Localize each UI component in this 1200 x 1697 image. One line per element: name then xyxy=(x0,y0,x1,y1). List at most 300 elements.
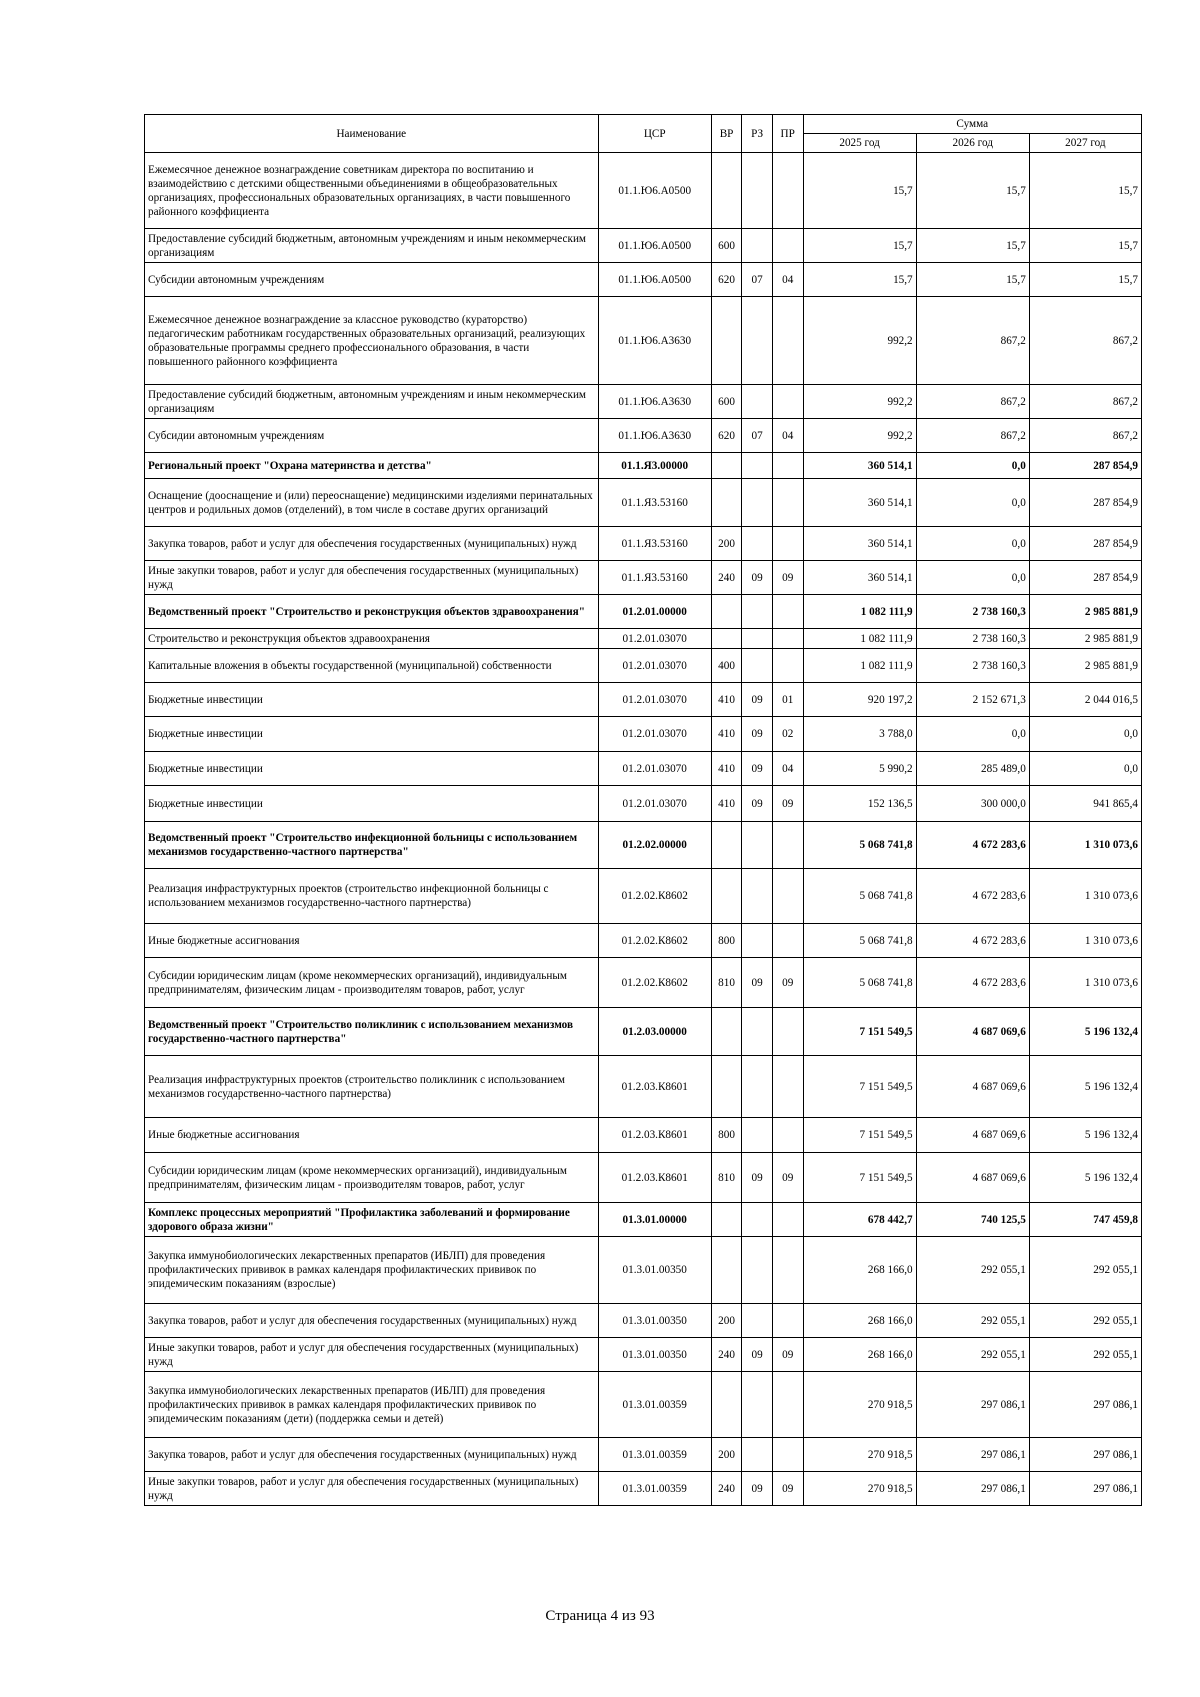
cell-pr: 09 xyxy=(772,1472,803,1506)
cell-rz xyxy=(742,869,773,924)
cell-vr xyxy=(711,595,742,629)
cell-csr: 01.2.01.03070 xyxy=(598,752,711,786)
table-row xyxy=(145,786,1142,822)
cell-2027: 287 854,9 xyxy=(1029,479,1141,527)
cell-vr: 600 xyxy=(711,229,742,263)
cell-csr: 01.2.03.К8601 xyxy=(598,1056,711,1118)
header-csr: ЦСР xyxy=(598,115,711,153)
header-year-2025: 2025 год xyxy=(803,134,916,153)
cell-name: Предоставление субсидий бюджетным, автономным учреждениям и иным некоммерческим организациям xyxy=(145,229,599,263)
cell-rz xyxy=(742,649,773,683)
table-row xyxy=(145,453,1142,479)
cell-name: Иные закупки товаров, работ и услуг для обеспечения государственных (муниципальных) нужд xyxy=(145,1338,599,1372)
cell-2025: 1 082 111,9 xyxy=(803,629,916,649)
table-row xyxy=(145,419,1142,453)
cell-2027: 747 459,8 xyxy=(1029,1203,1141,1237)
cell-rz: 09 xyxy=(742,561,773,595)
cell-rz: 09 xyxy=(742,958,773,1008)
cell-2027: 1 310 073,6 xyxy=(1029,869,1141,924)
table-body xyxy=(145,153,1142,1506)
cell-2027: 15,7 xyxy=(1029,263,1141,297)
cell-name: Закупка товаров, работ и услуг для обеспечения государственных (муниципальных) нужд xyxy=(145,1438,599,1472)
cell-2026: 4 687 069,6 xyxy=(916,1118,1029,1153)
cell-vr: 410 xyxy=(711,752,742,786)
cell-pr: 09 xyxy=(772,1153,803,1203)
cell-2026: 4 672 283,6 xyxy=(916,822,1029,869)
cell-vr: 620 xyxy=(711,263,742,297)
cell-2026: 0,0 xyxy=(916,561,1029,595)
cell-rz xyxy=(742,1056,773,1118)
cell-name: Строительство и реконструкция объектов здравоохранения xyxy=(145,629,599,649)
cell-rz: 09 xyxy=(742,717,773,752)
cell-2025: 360 514,1 xyxy=(803,561,916,595)
cell-rz xyxy=(742,924,773,958)
cell-name: Предоставление субсидий бюджетным, автономным учреждениям и иным некоммерческим организациям xyxy=(145,385,599,419)
cell-vr xyxy=(711,1372,742,1438)
cell-2027: 297 086,1 xyxy=(1029,1472,1141,1506)
table-row xyxy=(145,1056,1142,1118)
cell-csr: 01.3.01.00000 xyxy=(598,1203,711,1237)
cell-2027: 0,0 xyxy=(1029,752,1141,786)
cell-rz xyxy=(742,153,773,229)
cell-pr xyxy=(772,1237,803,1304)
cell-rz xyxy=(742,527,773,561)
cell-rz: 09 xyxy=(742,786,773,822)
cell-csr: 01.1.Ю6.А3630 xyxy=(598,419,711,453)
cell-2025: 920 197,2 xyxy=(803,683,916,717)
cell-pr xyxy=(772,229,803,263)
cell-csr: 01.2.01.03070 xyxy=(598,683,711,717)
cell-2026: 2 738 160,3 xyxy=(916,629,1029,649)
cell-2026: 867,2 xyxy=(916,419,1029,453)
cell-2026: 297 086,1 xyxy=(916,1472,1029,1506)
cell-name: Субсидии юридическим лицам (кроме некоммерческих организаций), индивидуальным предпринимателям, физическим лицам - производителям товаров, работ, услуг xyxy=(145,958,599,1008)
cell-vr xyxy=(711,297,742,385)
cell-2025: 7 151 549,5 xyxy=(803,1118,916,1153)
cell-2027: 287 854,9 xyxy=(1029,561,1141,595)
cell-2025: 992,2 xyxy=(803,385,916,419)
cell-csr: 01.2.02.К8602 xyxy=(598,958,711,1008)
cell-vr: 810 xyxy=(711,958,742,1008)
cell-vr xyxy=(711,629,742,649)
cell-2025: 5 068 741,8 xyxy=(803,958,916,1008)
cell-rz xyxy=(742,1372,773,1438)
cell-vr xyxy=(711,1056,742,1118)
cell-2026: 867,2 xyxy=(916,385,1029,419)
table-row xyxy=(145,1203,1142,1237)
cell-pr: 09 xyxy=(772,1338,803,1372)
cell-2027: 287 854,9 xyxy=(1029,453,1141,479)
cell-pr: 04 xyxy=(772,419,803,453)
cell-2026: 0,0 xyxy=(916,527,1029,561)
cell-vr xyxy=(711,822,742,869)
cell-rz xyxy=(742,479,773,527)
cell-vr: 240 xyxy=(711,1472,742,1506)
cell-csr: 01.2.02.00000 xyxy=(598,822,711,869)
cell-rz xyxy=(742,1203,773,1237)
table-row xyxy=(145,629,1142,649)
cell-csr: 01.3.01.00359 xyxy=(598,1438,711,1472)
cell-rz: 07 xyxy=(742,419,773,453)
cell-name: Закупка товаров, работ и услуг для обеспечения государственных (муниципальных) нужд xyxy=(145,1304,599,1338)
cell-rz xyxy=(742,1304,773,1338)
header-row-top xyxy=(145,115,1142,134)
cell-2026: 0,0 xyxy=(916,717,1029,752)
cell-2027: 941 865,4 xyxy=(1029,786,1141,822)
cell-2025: 1 082 111,9 xyxy=(803,649,916,683)
cell-pr xyxy=(772,1203,803,1237)
cell-2026: 4 687 069,6 xyxy=(916,1153,1029,1203)
cell-name: Региональный проект "Охрана материнства и детства" xyxy=(145,453,599,479)
cell-2027: 1 310 073,6 xyxy=(1029,958,1141,1008)
cell-name: Бюджетные инвестиции xyxy=(145,752,599,786)
cell-vr: 200 xyxy=(711,1304,742,1338)
cell-rz: 09 xyxy=(742,752,773,786)
table-row xyxy=(145,479,1142,527)
header-year-2026: 2026 год xyxy=(916,134,1029,153)
cell-name: Бюджетные инвестиции xyxy=(145,717,599,752)
cell-vr: 410 xyxy=(711,786,742,822)
cell-name: Капитальные вложения в объекты государственной (муниципальной) собственности xyxy=(145,649,599,683)
cell-2025: 268 166,0 xyxy=(803,1338,916,1372)
table-row xyxy=(145,1008,1142,1056)
cell-name: Иные закупки товаров, работ и услуг для обеспечения государственных (муниципальных) нужд xyxy=(145,1472,599,1506)
cell-vr xyxy=(711,869,742,924)
cell-2027: 15,7 xyxy=(1029,153,1141,229)
table-row xyxy=(145,1338,1142,1372)
cell-2025: 992,2 xyxy=(803,297,916,385)
cell-2025: 15,7 xyxy=(803,153,916,229)
cell-csr: 01.2.01.03070 xyxy=(598,717,711,752)
cell-2025: 270 918,5 xyxy=(803,1472,916,1506)
cell-pr: 09 xyxy=(772,561,803,595)
cell-name: Иные бюджетные ассигнования xyxy=(145,1118,599,1153)
cell-2027: 867,2 xyxy=(1029,385,1141,419)
cell-2027: 2 985 881,9 xyxy=(1029,629,1141,649)
cell-2025: 152 136,5 xyxy=(803,786,916,822)
cell-pr: 01 xyxy=(772,683,803,717)
cell-rz: 09 xyxy=(742,1472,773,1506)
cell-rz xyxy=(742,1237,773,1304)
cell-2027: 867,2 xyxy=(1029,419,1141,453)
cell-rz xyxy=(742,629,773,649)
cell-vr xyxy=(711,479,742,527)
cell-pr xyxy=(772,297,803,385)
cell-csr: 01.3.01.00359 xyxy=(598,1472,711,1506)
cell-vr: 800 xyxy=(711,1118,742,1153)
table-row xyxy=(145,1438,1142,1472)
cell-name: Реализация инфраструктурных проектов (строительство поликлиник с использованием механизмов государственно-частного партнерства) xyxy=(145,1056,599,1118)
cell-2026: 2 738 160,3 xyxy=(916,649,1029,683)
cell-2026: 2 738 160,3 xyxy=(916,595,1029,629)
cell-csr: 01.3.01.00350 xyxy=(598,1304,711,1338)
cell-2027: 867,2 xyxy=(1029,297,1141,385)
cell-name: Закупка товаров, работ и услуг для обеспечения государственных (муниципальных) нужд xyxy=(145,527,599,561)
cell-pr xyxy=(772,1438,803,1472)
cell-2026: 15,7 xyxy=(916,153,1029,229)
cell-name: Комплекс процессных мероприятий "Профилактика заболеваний и формирование здорового образа жизни" xyxy=(145,1203,599,1237)
table-row xyxy=(145,229,1142,263)
cell-2025: 3 788,0 xyxy=(803,717,916,752)
cell-2026: 0,0 xyxy=(916,479,1029,527)
cell-rz xyxy=(742,385,773,419)
cell-2027: 287 854,9 xyxy=(1029,527,1141,561)
cell-name: Иные бюджетные ассигнования xyxy=(145,924,599,958)
cell-rz: 09 xyxy=(742,1153,773,1203)
cell-2027: 5 196 132,4 xyxy=(1029,1118,1141,1153)
table-row xyxy=(145,869,1142,924)
cell-2027: 297 086,1 xyxy=(1029,1438,1141,1472)
table-row xyxy=(145,527,1142,561)
cell-pr xyxy=(772,1056,803,1118)
cell-name: Бюджетные инвестиции xyxy=(145,786,599,822)
cell-csr: 01.2.01.03070 xyxy=(598,629,711,649)
cell-2026: 4 672 283,6 xyxy=(916,958,1029,1008)
cell-2026: 4 672 283,6 xyxy=(916,869,1029,924)
cell-pr: 09 xyxy=(772,958,803,1008)
cell-csr: 01.1.Ю6.А0500 xyxy=(598,263,711,297)
table-row xyxy=(145,153,1142,229)
cell-name: Закупка иммунобиологических лекарственных препаратов (ИБЛП) для проведения профилактических прививок в рамках календаря профилактических прививок по эпидемическим показаниям (дети) (поддержка семьи и детей) xyxy=(145,1372,599,1438)
cell-2025: 5 990,2 xyxy=(803,752,916,786)
cell-vr: 240 xyxy=(711,561,742,595)
cell-vr xyxy=(711,1237,742,1304)
cell-2026: 4 672 283,6 xyxy=(916,924,1029,958)
cell-pr xyxy=(772,479,803,527)
cell-pr: 04 xyxy=(772,263,803,297)
table-row xyxy=(145,924,1142,958)
cell-vr: 800 xyxy=(711,924,742,958)
cell-2025: 5 068 741,8 xyxy=(803,924,916,958)
cell-2025: 7 151 549,5 xyxy=(803,1153,916,1203)
cell-2026: 297 086,1 xyxy=(916,1438,1029,1472)
cell-pr: 02 xyxy=(772,717,803,752)
cell-pr xyxy=(772,595,803,629)
cell-name: Бюджетные инвестиции xyxy=(145,683,599,717)
cell-2027: 292 055,1 xyxy=(1029,1338,1141,1372)
cell-csr: 01.2.03.К8601 xyxy=(598,1153,711,1203)
cell-csr: 01.3.01.00350 xyxy=(598,1338,711,1372)
cell-2027: 1 310 073,6 xyxy=(1029,924,1141,958)
cell-csr: 01.1.Я3.53160 xyxy=(598,479,711,527)
cell-csr: 01.1.Я3.53160 xyxy=(598,527,711,561)
cell-2027: 5 196 132,4 xyxy=(1029,1153,1141,1203)
cell-pr xyxy=(772,649,803,683)
cell-rz xyxy=(742,1008,773,1056)
cell-vr: 600 xyxy=(711,385,742,419)
cell-pr xyxy=(772,153,803,229)
cell-2027: 5 196 132,4 xyxy=(1029,1008,1141,1056)
table-row xyxy=(145,1118,1142,1153)
cell-2027: 5 196 132,4 xyxy=(1029,1056,1141,1118)
cell-rz: 07 xyxy=(742,263,773,297)
table-row xyxy=(145,263,1142,297)
cell-rz: 09 xyxy=(742,683,773,717)
cell-2026: 4 687 069,6 xyxy=(916,1008,1029,1056)
cell-pr xyxy=(772,869,803,924)
cell-2026: 292 055,1 xyxy=(916,1237,1029,1304)
table-row xyxy=(145,1153,1142,1203)
cell-2025: 268 166,0 xyxy=(803,1237,916,1304)
cell-csr: 01.2.03.К8601 xyxy=(598,1118,711,1153)
cell-2026: 15,7 xyxy=(916,229,1029,263)
cell-2025: 268 166,0 xyxy=(803,1304,916,1338)
cell-vr: 200 xyxy=(711,1438,742,1472)
table-row xyxy=(145,595,1142,629)
cell-2025: 678 442,7 xyxy=(803,1203,916,1237)
cell-vr xyxy=(711,1203,742,1237)
cell-2027: 1 310 073,6 xyxy=(1029,822,1141,869)
cell-csr: 01.1.Я3.53160 xyxy=(598,561,711,595)
cell-name: Ежемесячное денежное вознаграждение советникам директора по воспитанию и взаимодействию с детскими общественными объединениями в общеобразовательных организациях, профессиональных образовательных организациях, в части повышенного районного коэффициента xyxy=(145,153,599,229)
cell-vr: 810 xyxy=(711,1153,742,1203)
cell-pr xyxy=(772,1118,803,1153)
cell-csr: 01.1.Ю6.А0500 xyxy=(598,229,711,263)
cell-2026: 867,2 xyxy=(916,297,1029,385)
cell-2026: 2 152 671,3 xyxy=(916,683,1029,717)
table-row xyxy=(145,1237,1142,1304)
cell-2025: 992,2 xyxy=(803,419,916,453)
cell-2025: 5 068 741,8 xyxy=(803,869,916,924)
cell-rz xyxy=(742,595,773,629)
cell-name: Ведомственный проект "Строительство и реконструкция объектов здравоохранения" xyxy=(145,595,599,629)
cell-name: Субсидии автономным учреждениям xyxy=(145,419,599,453)
cell-rz: 09 xyxy=(742,1338,773,1372)
cell-2026: 300 000,0 xyxy=(916,786,1029,822)
cell-pr: 04 xyxy=(772,752,803,786)
table-row xyxy=(145,822,1142,869)
cell-vr: 620 xyxy=(711,419,742,453)
cell-pr xyxy=(772,453,803,479)
cell-name: Субсидии юридическим лицам (кроме некоммерческих организаций), индивидуальным предпринимателям, физическим лицам - производителям товаров, работ, услуг xyxy=(145,1153,599,1203)
page-number: Страница 4 из 93 xyxy=(545,1608,655,1624)
cell-2027: 2 985 881,9 xyxy=(1029,649,1141,683)
cell-rz xyxy=(742,1438,773,1472)
cell-2025: 15,7 xyxy=(803,263,916,297)
cell-rz xyxy=(742,1118,773,1153)
cell-csr: 01.3.01.00350 xyxy=(598,1237,711,1304)
cell-csr: 01.2.03.00000 xyxy=(598,1008,711,1056)
cell-name: Реализация инфраструктурных проектов (строительство инфекционной больницы с использованием механизмов государственно-частного партнерства) xyxy=(145,869,599,924)
cell-name: Закупка иммунобиологических лекарственных препаратов (ИБЛП) для проведения профилактических прививок в рамках календаря профилактических прививок по эпидемическим показаниям (взрослые) xyxy=(145,1237,599,1304)
cell-vr: 400 xyxy=(711,649,742,683)
table-row xyxy=(145,1472,1142,1506)
cell-rz xyxy=(742,822,773,869)
cell-csr: 01.1.Я3.00000 xyxy=(598,453,711,479)
cell-vr xyxy=(711,1008,742,1056)
cell-csr: 01.2.01.03070 xyxy=(598,786,711,822)
cell-pr xyxy=(772,924,803,958)
table-row xyxy=(145,1304,1142,1338)
table-row xyxy=(145,958,1142,1008)
cell-2025: 1 082 111,9 xyxy=(803,595,916,629)
cell-csr: 01.2.01.00000 xyxy=(598,595,711,629)
cell-2027: 297 086,1 xyxy=(1029,1372,1141,1438)
cell-pr xyxy=(772,822,803,869)
cell-2026: 15,7 xyxy=(916,263,1029,297)
cell-2027: 2 985 881,9 xyxy=(1029,595,1141,629)
cell-2026: 285 489,0 xyxy=(916,752,1029,786)
cell-2026: 292 055,1 xyxy=(916,1304,1029,1338)
cell-rz xyxy=(742,229,773,263)
cell-2025: 5 068 741,8 xyxy=(803,822,916,869)
cell-name: Иные закупки товаров, работ и услуг для обеспечения государственных (муниципальных) нужд xyxy=(145,561,599,595)
table-row xyxy=(145,385,1142,419)
cell-pr xyxy=(772,385,803,419)
cell-vr: 410 xyxy=(711,683,742,717)
cell-2025: 360 514,1 xyxy=(803,527,916,561)
cell-csr: 01.1.Ю6.А3630 xyxy=(598,385,711,419)
cell-vr xyxy=(711,453,742,479)
header-vr: ВР xyxy=(711,115,742,153)
cell-csr: 01.1.Ю6.А3630 xyxy=(598,297,711,385)
cell-2025: 7 151 549,5 xyxy=(803,1008,916,1056)
cell-2027: 15,7 xyxy=(1029,229,1141,263)
table-row xyxy=(145,683,1142,717)
header-year-2027: 2027 год xyxy=(1029,134,1141,153)
cell-rz xyxy=(742,453,773,479)
cell-2025: 7 151 549,5 xyxy=(803,1056,916,1118)
cell-vr: 410 xyxy=(711,717,742,752)
cell-2027: 292 055,1 xyxy=(1029,1237,1141,1304)
cell-name: Оснащение (дооснащение и (или) переоснащение) медицинскими изделиями перинатальных центров и родильных домов (отделений), в том числе в составе других организаций xyxy=(145,479,599,527)
cell-csr: 01.1.Ю6.А0500 xyxy=(598,153,711,229)
cell-csr: 01.2.02.К8602 xyxy=(598,924,711,958)
cell-name: Ежемесячное денежное вознаграждение за классное руководство (кураторство) педагогическим работникам государственных образовательных организаций, реализующих образовательные программы среднего профессионального образования, в части повышенного районного коэффициента xyxy=(145,297,599,385)
cell-2026: 292 055,1 xyxy=(916,1338,1029,1372)
cell-name: Ведомственный проект "Строительство инфекционной больницы с использованием механизмов государственно-частного партнерства" xyxy=(145,822,599,869)
cell-vr xyxy=(711,153,742,229)
cell-pr xyxy=(772,1304,803,1338)
cell-pr xyxy=(772,629,803,649)
cell-2026: 740 125,5 xyxy=(916,1203,1029,1237)
table-row xyxy=(145,1372,1142,1438)
header-sum: Сумма xyxy=(803,115,1142,134)
cell-2026: 0,0 xyxy=(916,453,1029,479)
cell-pr: 09 xyxy=(772,786,803,822)
cell-pr xyxy=(772,527,803,561)
cell-2025: 270 918,5 xyxy=(803,1438,916,1472)
cell-vr: 200 xyxy=(711,527,742,561)
cell-2025: 360 514,1 xyxy=(803,479,916,527)
cell-2027: 2 044 016,5 xyxy=(1029,683,1141,717)
cell-name: Ведомственный проект "Строительство поликлиник с использованием механизмов государственно-частного партнерства" xyxy=(145,1008,599,1056)
cell-2026: 4 687 069,6 xyxy=(916,1056,1029,1118)
table-row xyxy=(145,297,1142,385)
table-row xyxy=(145,717,1142,752)
cell-rz xyxy=(742,297,773,385)
cell-csr: 01.3.01.00359 xyxy=(598,1372,711,1438)
cell-pr xyxy=(772,1372,803,1438)
header-rz: РЗ xyxy=(742,115,773,153)
cell-2025: 360 514,1 xyxy=(803,453,916,479)
cell-2027: 292 055,1 xyxy=(1029,1304,1141,1338)
cell-2026: 297 086,1 xyxy=(916,1372,1029,1438)
budget-table xyxy=(144,114,1142,1506)
cell-2027: 0,0 xyxy=(1029,717,1141,752)
cell-pr xyxy=(772,1008,803,1056)
cell-csr: 01.2.02.К8602 xyxy=(598,869,711,924)
cell-2025: 15,7 xyxy=(803,229,916,263)
table-row xyxy=(145,752,1142,786)
budget-table-container xyxy=(144,114,1142,1506)
cell-name: Субсидии автономным учреждениям xyxy=(145,263,599,297)
cell-2025: 270 918,5 xyxy=(803,1372,916,1438)
table-row xyxy=(145,649,1142,683)
table-row xyxy=(145,561,1142,595)
cell-csr: 01.2.01.03070 xyxy=(598,649,711,683)
cell-vr: 240 xyxy=(711,1338,742,1372)
